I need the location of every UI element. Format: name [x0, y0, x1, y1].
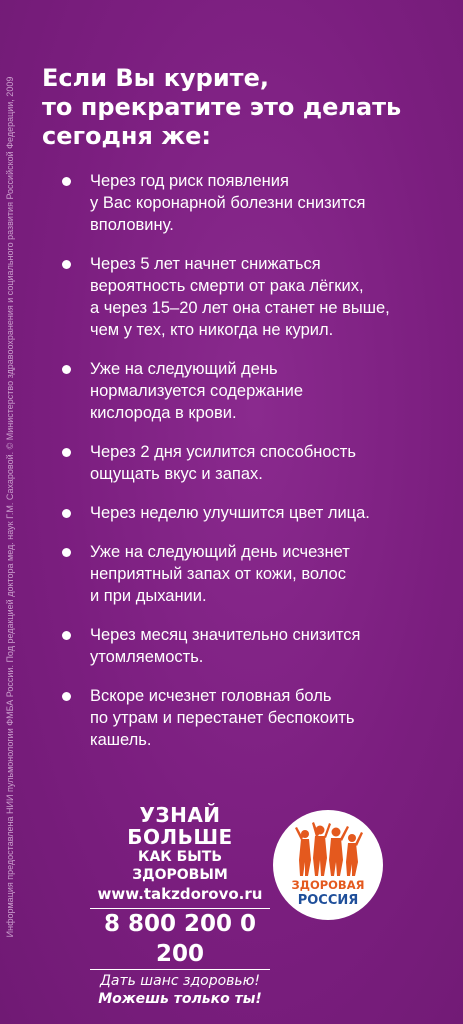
- slogan-line: Можешь только ты!: [98, 991, 262, 1007]
- copyright-note: Информация предоставлена НИИ пульмонологии ФМБА России. Под редакцией доктора мед. наук Г.М. Сахаровой. © Министерство здравоохранения и социального развития Российской Федерации, 2009: [5, 76, 15, 938]
- bullet-icon: [62, 548, 71, 557]
- bullet-icon: [62, 509, 71, 518]
- list-item: Через 5 лет начнет снижаться вероятность смерти от рака лёгких, а через 15–20 лет она станет не выше, чем у тех, кто никогда не курил.: [62, 253, 442, 341]
- people-figures-icon: [293, 820, 363, 878]
- tips-list: [62, 170, 442, 768]
- logo-text: РОССИЯ: [297, 893, 359, 908]
- promo-subtitle: КАК БЫТЬ ЗДОРОВЫМ: [132, 849, 228, 883]
- bullet-icon: [62, 448, 71, 457]
- bullet-icon: [62, 177, 71, 186]
- promo-block: [90, 804, 270, 1008]
- hotline-phone[interactable]: 8 800 200 0 200: [90, 908, 270, 970]
- bullet-icon: [62, 631, 71, 640]
- list-item: Через 2 дня усилится способность ощущать вкус и запах.: [62, 441, 442, 485]
- bullet-icon: [62, 365, 71, 374]
- bullet-icon: [62, 260, 71, 269]
- list-item: Уже на следующий день исчезнет неприятный запах от кожи, волос и при дыхании.: [62, 541, 442, 607]
- list-item: Через год риск появления у Вас коронарной болезни снизится вполовину.: [62, 170, 442, 236]
- list-item: Через неделю улучшится цвет лица.: [62, 502, 442, 524]
- bullet-icon: [62, 692, 71, 701]
- promo-title: УЗНАЙ БОЛЬШЕ: [127, 803, 233, 849]
- headline-line: сегодня же:: [42, 122, 212, 150]
- slogan-line: Дать шанс здоровью!: [99, 973, 261, 989]
- list-item: Вскоре исчезнет головная боль по утрам и перестанет беспокоить кашель.: [62, 685, 442, 751]
- website-link[interactable]: www.takzdorovo.ru: [97, 885, 263, 903]
- list-item: Через месяц значительно снизится утомляемость.: [62, 624, 442, 668]
- logo-text: ЗДОРОВАЯ: [291, 878, 365, 892]
- list-item: Уже на следующий день нормализуется содержание кислорода в крови.: [62, 358, 442, 424]
- headline-line: Если Вы курите,: [42, 64, 269, 92]
- headline: [42, 64, 442, 151]
- zdorovaya-rossiya-logo: [273, 810, 383, 920]
- headline-line: то прекратите это делать: [42, 93, 402, 121]
